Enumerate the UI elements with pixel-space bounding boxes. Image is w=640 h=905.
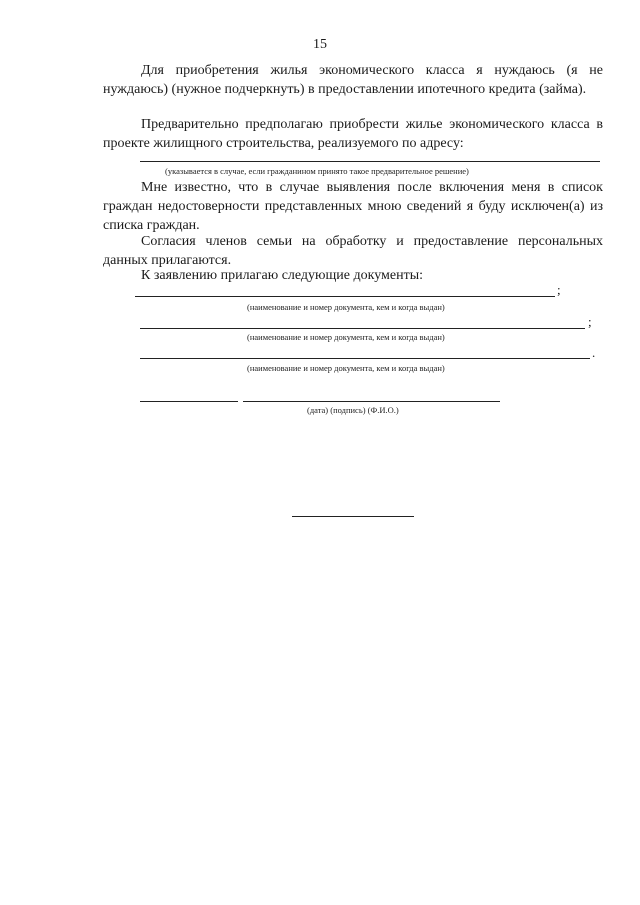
paragraph-mortgage-need: Для приобретения жилья экономического класса я нуждаюсь (я не нуждаюсь) (нужное подчеркнуть) в предоставлении ипотечного кредита (займа). [103,63,603,97]
document-line-1 [135,296,555,297]
paragraph-housing-intention: Предварительно предполагаю приобрести жилье экономического класса в проекте жилищного строительства, реализуемого по адресу: [103,117,603,151]
address-caption: (указывается в случае, если гражданином принято такое предварительное решение) [165,166,469,176]
signature-caption: (дата) (подпись) (Ф.И.О.) [307,405,399,415]
document-caption-2: (наименование и номер документа, кем и когда выдан) [247,332,445,342]
paragraph-documents-intro: К заявлению прилагаю следующие документы: [141,268,424,283]
closing-rule [292,516,414,517]
signature-blank-line [243,401,500,402]
document-caption-3: (наименование и номер документа, кем и когда выдан) [247,363,445,373]
document-line-3-end: . [592,345,596,360]
paragraph-consent: Согласия членов семьи на обработку и предоставление персональных данных прилагаются. [103,234,603,268]
document-line-3 [140,358,590,359]
paragraph-exclusion-warning: Мне известно, что в случае выявления после включения меня в список граждан недостоверности представленных мною сведений я буду исключен(а) из списка граждан. [103,180,603,233]
page-number: 15 [313,37,327,52]
document-line-2-end: ; [588,314,592,329]
address-blank-line [140,161,600,162]
document-line-1-end: ; [557,282,561,297]
document-line-2 [140,328,585,329]
date-blank-line [140,401,238,402]
document-caption-1: (наименование и номер документа, кем и когда выдан) [247,302,445,312]
